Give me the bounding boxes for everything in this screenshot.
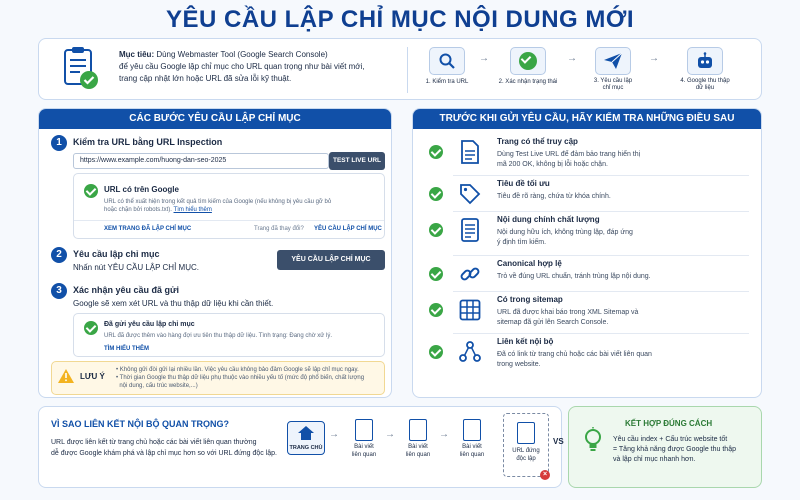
content-icon	[457, 217, 483, 243]
goal-line3: trang cập nhật lớn hoặc URL đã sửa lỗi kỹ thuật.	[119, 74, 292, 83]
orphan-label: URL đứng	[512, 448, 540, 454]
check-icon	[429, 145, 443, 159]
related-label: Bài viết	[354, 444, 374, 450]
flow-step-4	[663, 47, 747, 92]
step-number: 2	[51, 247, 67, 263]
learn-more-link[interactable]: TÌM HIỂU THÊM	[104, 346, 149, 352]
result-desc: URL có thể xuất hiện trong kết quả tìm kiếm của Google (nếu không bị yêu cầu gỡ bỏ	[104, 199, 332, 205]
related-node	[345, 419, 383, 459]
result-desc-2: hoặc chặn bởi robots.txt).	[104, 207, 174, 213]
checklist-item-title: Tiêu đề tối ưu	[497, 179, 550, 188]
steps-panel	[38, 108, 392, 398]
checklist-item	[423, 179, 753, 215]
clipboard-icon	[61, 46, 101, 92]
result-title: URL có trên Google	[104, 185, 179, 194]
home-icon	[298, 426, 314, 440]
checklist-item	[423, 295, 753, 331]
goal-line1: Dùng Webmaster Tool (Google Search Console)	[154, 50, 328, 59]
related-label: Bài viết	[408, 444, 428, 450]
request-sent-box	[73, 313, 385, 357]
sent-title: Đã gửi yêu cầu lập chỉ mục	[104, 321, 195, 328]
combo-card	[568, 406, 762, 488]
related-label: Bài viết	[462, 444, 482, 450]
checklist-item-title: Có trong sitemap	[497, 295, 563, 304]
step-number: 3	[51, 283, 67, 299]
combo-line1: Yêu cầu index + Cấu trúc website tốt	[613, 436, 728, 443]
check-icon	[429, 187, 443, 201]
document-icon	[457, 139, 483, 165]
steps-header: CÁC BƯỚC YÊU CẦU LẬP CHỈ MỤC	[39, 109, 391, 129]
request-indexing-link[interactable]: YÊU CẦU LẬP CHỈ MỤC	[314, 226, 382, 232]
flow-step-label: 3. Yêu cầu lập chỉ mục	[593, 78, 633, 91]
warning-icon	[58, 369, 74, 388]
url-input[interactable]: https://www.example.com/huong-dan-seo-2025	[73, 153, 329, 169]
view-indexed-link[interactable]: XEM TRANG ĐÃ LẬP CHỈ MỤC	[104, 226, 192, 232]
note-bullet-1: Không gửi đòi gửi lại nhiều lần. Việc yêu cầu không bảo đảm Google sẽ lập chỉ mục ngay.	[119, 367, 359, 373]
step2-title: Yêu cầu lập chỉ mục	[73, 249, 160, 259]
goal-line2: để yêu cầu Google lập chỉ mục cho URL quan trọng như bài viết mới,	[119, 62, 365, 71]
tag-icon	[457, 181, 483, 207]
inspection-result	[73, 173, 385, 239]
check-icon	[429, 345, 443, 359]
goal-card: Mục tiêu: Dùng Webmaster Tool (Google Search Console) để yêu cầu Google lập chỉ mục cho URL quan trọng như bài viết mới, trang cập nhật lớn hoặc URL đã sửa lỗi kỹ thuật. 1. Kiểm tra URL → 2. Xác nhận trạng thái → 3. Yêu cầu lập chỉ mục → 4. Google thu thập dữ liệu	[38, 38, 762, 100]
lightbulb-icon	[583, 427, 603, 458]
related-label-2: liên quan	[405, 452, 431, 458]
combo-line3: và lập chỉ mục nhanh hơn.	[613, 456, 696, 463]
checklist-header: TRƯỚC KHI GỬI YÊU CẦU, HÃY KIỂM TRA NHỮNG ĐIỀU SAU	[413, 109, 761, 129]
combo-line2: = Tăng khả năng được Google thu thập	[613, 446, 736, 453]
note-box: LƯU Ý • Không gửi đòi gửi lại nhiều lần. Việc yêu cầu không bảo đảm Google sẽ lập chỉ mục ngay. • Thời gian Google thu thập dữ liệu phụ thuộc vào nhiều yếu tố (mức độ phổ biến, chất lượng nội dung, cấu trúc website,...)	[51, 361, 385, 395]
checklist-item-title: Nội dung chính chất lượng	[497, 215, 600, 224]
search-icon	[429, 47, 465, 75]
checklist-item-desc: Trỏ về đúng URL chuẩn, tránh trùng lặp nội dung.	[497, 273, 651, 280]
note-label: LƯU Ý	[80, 372, 105, 381]
sitemap-icon	[457, 297, 483, 323]
goal-label: Mục tiêu:	[119, 50, 155, 59]
checklist-item-desc: Dùng Test Live URL để đảm bảo trang hiển thị	[497, 151, 641, 158]
checklist-item-title: Trang có thể truy cập	[497, 137, 578, 146]
internal-links-desc-2: dễ được Google khám phá và lập chỉ mục hơn so với URL đứng độc lập.	[51, 450, 277, 457]
checklist-panel	[412, 108, 762, 398]
note-bullet-2b: nội dung, cấu trúc website,...)	[119, 383, 198, 389]
flow-step-1	[419, 47, 475, 86]
related-label-2: liên quan	[459, 452, 485, 458]
flow-step-label: 1. Kiểm tra URL	[425, 79, 469, 85]
flow-step-label: 4. Google thu thập dữ liệu	[680, 78, 730, 91]
check-icon	[84, 321, 98, 335]
internal-links-card: VÌ SAO LIÊN KẾT NỘI BỘ QUAN TRỌNG? URL được liên kết từ trang chủ hoặc các bài viết liên quan thường dễ được Google khám phá và lập chỉ mục hơn so với URL đứng độc lập. TRANG CHỦ → Bài viết liên quan → Bài viết liên quan → Bài viết liên quan URL đứng độc lập × VS	[38, 406, 562, 488]
vs-label: VS	[553, 437, 564, 446]
step1-title: Kiểm tra URL bằng URL Inspection	[73, 137, 223, 147]
checklist-item-desc: Tiêu đề rõ ràng, chứa từ khóa chính.	[497, 193, 611, 200]
home-label: TRANG CHỦ	[289, 445, 323, 451]
checklist-item-desc: Nội dung hữu ích, không trùng lặp, đáp ứng	[497, 229, 633, 236]
document-icon	[409, 419, 427, 441]
learn-more-link[interactable]: Tìm hiểu thêm	[173, 207, 212, 213]
related-node	[453, 419, 491, 459]
combo-title: KẾT HỢP ĐÚNG CÁCH	[625, 419, 713, 428]
page-title: YÊU CẦU LẬP CHỈ MỤC NỘI DUNG MỚI	[165, 6, 635, 33]
step3-desc: Google sẽ xem xét URL và thu thập dữ liệu khi cần thiết.	[73, 299, 274, 308]
changed-question: Trang đã thay đổi?	[254, 226, 304, 232]
internal-links-title: VÌ SAO LIÊN KẾT NỘI BỘ QUAN TRỌNG?	[51, 419, 230, 429]
orphan-node	[503, 413, 549, 477]
note-bullet-2: Thời gian Google thu thập dữ liệu phụ thuộc vào nhiều yếu tố (mức độ phổ biến, chất lượng	[119, 375, 365, 381]
checklist-item	[423, 259, 753, 295]
flow-step-label: 2. Xác nhận trạng thái	[498, 79, 558, 85]
checklist-item-desc: Đã có link từ trang chủ hoặc các bài viết liên quan	[497, 351, 652, 358]
checklist-item	[423, 337, 753, 373]
checklist-item	[423, 137, 753, 173]
checklist-item-title: Liên kết nội bộ	[497, 337, 554, 346]
step-number: 1	[51, 135, 67, 151]
step3-title: Xác nhận yêu cầu đã gửi	[73, 285, 180, 295]
sent-desc: URL đã được thêm vào hàng đợi ưu tiên thu thập dữ liệu. Tình trạng: Đang chờ xử lý.	[104, 333, 332, 339]
checklist-item-title: Canonical hợp lệ	[497, 259, 562, 268]
orphan-label-2: độc lập	[516, 456, 536, 462]
checklist-item-desc-2: trong website.	[497, 361, 541, 368]
related-label-2: liên quan	[351, 452, 377, 458]
step2-desc: Nhấn nút YÊU CẦU LẬP CHỈ MỤC.	[73, 263, 199, 272]
internal-links-desc: URL được liên kết từ trang chủ hoặc các bài viết liên quan thường	[51, 439, 257, 446]
check-icon	[429, 303, 443, 317]
x-icon: ×	[540, 470, 550, 480]
network-icon	[457, 339, 483, 365]
send-icon	[595, 47, 631, 75]
checklist-item-desc-2: mã 200 OK, không bị lỗi hoặc chặn.	[497, 161, 608, 168]
related-node	[399, 419, 437, 459]
flow-step-3	[581, 47, 645, 92]
checklist-item	[423, 215, 753, 251]
checklist-item-desc: URL đã được khai báo trong XML Sitemap và	[497, 309, 639, 316]
check-icon	[84, 184, 98, 198]
request-indexing-button[interactable]: YÊU CẦU LẬP CHỈ MỤC	[277, 250, 385, 270]
document-icon	[517, 422, 535, 444]
check-icon	[429, 223, 443, 237]
checklist-item-desc-2: sitemap đã gửi lên Search Console.	[497, 319, 609, 326]
document-icon	[355, 419, 373, 441]
robot-icon	[687, 47, 723, 75]
document-icon	[463, 419, 481, 441]
test-live-url-button[interactable]: TEST LIVE URL	[329, 152, 385, 170]
link-icon	[457, 261, 483, 287]
flow-step-2	[493, 47, 563, 86]
home-node	[287, 421, 325, 455]
checklist-item-desc-2: ý định tìm kiếm.	[497, 239, 547, 246]
check-icon	[429, 267, 443, 281]
check-icon	[510, 47, 546, 75]
